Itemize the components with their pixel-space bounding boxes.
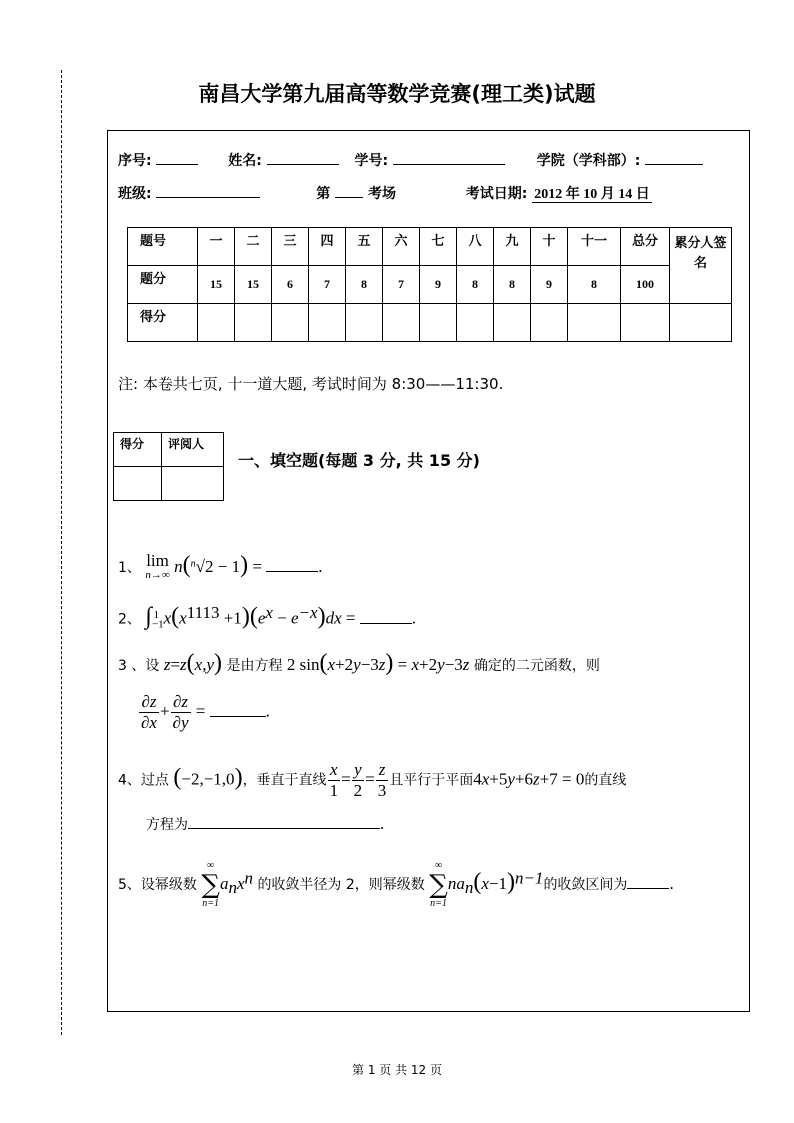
q3-suffix: 确定的二元函数，则: [473, 658, 600, 674]
question-number-total: 总分: [621, 228, 670, 266]
points-cell: 8: [568, 266, 621, 304]
score-input-cell[interactable]: [235, 304, 272, 342]
date-value: 2012 年 10 月 14 日: [534, 187, 650, 202]
table-row: [114, 467, 224, 501]
room-suffix: 考场: [367, 186, 396, 202]
header-row-1: [118, 150, 703, 170]
college-label: 学院（学科部）:: [536, 153, 641, 169]
section-heading: 一、填空题(每题 3 分, 共 15 分): [238, 451, 480, 470]
question-number: 七: [420, 228, 457, 266]
score-input-cell-total[interactable]: [621, 304, 670, 342]
grader-reviewer-label: 评阅人: [162, 433, 224, 467]
header-row-2: [118, 183, 652, 203]
q3-answer-blank[interactable]: [210, 702, 266, 717]
exam-title: 南昌大学第九届高等数学竞赛(理工类)试题: [198, 82, 596, 106]
class-label: 班级:: [118, 186, 152, 202]
score-input-cell[interactable]: [198, 304, 235, 342]
id-blank[interactable]: [393, 150, 505, 165]
q4-prefix: 4、过点: [118, 772, 169, 789]
points-cell: 6: [272, 266, 309, 304]
points-cell: 7: [383, 266, 420, 304]
id-label: 学号:: [354, 153, 389, 169]
table-row: [114, 433, 224, 467]
q1-answer-blank[interactable]: [266, 557, 318, 572]
binding-dashed-line: [61, 70, 62, 1035]
question-number: 十一: [568, 228, 621, 266]
points-cell: 8: [494, 266, 531, 304]
q1-limit: lim n→∞: [145, 551, 170, 581]
grader-table: [113, 432, 224, 501]
name-label: 姓名:: [228, 153, 262, 169]
score-input-cell[interactable]: [383, 304, 420, 342]
college-blank[interactable]: [645, 150, 703, 165]
score-input-cell[interactable]: [346, 304, 383, 342]
score-input-cell[interactable]: [309, 304, 346, 342]
q5-mid: 的收敛半径为 2，则幂级数: [257, 877, 425, 893]
question-1: 1、 lim n→∞ n($^n$√2 − 1) = .: [118, 551, 323, 581]
exam-note: 注: 本卷共七页, 十一道大题, 考试时间为 8:30——11:30.: [118, 375, 504, 393]
points-cell: 7: [309, 266, 346, 304]
q1-number: 1、: [118, 560, 141, 576]
table-row: [128, 266, 732, 304]
row-label-question: 题号: [128, 228, 198, 266]
question-5: 5、设幂级数 ∞ ∑ n=1 $a_nx^n$ 的收敛半径为 2，则幂级数 ∞ ∑ n=1 $na_n(x-1)^{n-1}$的收敛区间为 .: [118, 860, 674, 909]
points-cell: 15: [235, 266, 272, 304]
question-4-line-2: 方程为 .: [146, 814, 385, 833]
question-4: 4、过点 (−2,−1,0)，垂直于直线 $\frac{x}{1}$ = $\frac{y}{2}$ = $\frac{z}{3}$ 且平行于平面4x+5y+6z+7 = 0的直线: [118, 760, 627, 800]
signature-label: 累分人签名: [670, 228, 732, 304]
row-label-points: 题分: [128, 266, 198, 304]
q3-prefix: 3 、设: [118, 658, 160, 674]
q5-suffix: 的收敛区间为: [543, 877, 628, 893]
question-number: 五: [346, 228, 383, 266]
points-cell: 8: [346, 266, 383, 304]
q4-mid-1: ，垂直于直线: [242, 772, 327, 789]
points-cell: 9: [531, 266, 568, 304]
question-3-line-2: $\frac{\partial z}{\partial x}$ + $\frac{\partial z}{\partial y}$ = .: [141, 692, 270, 732]
q2-answer-blank[interactable]: [360, 609, 412, 624]
score-input-cell[interactable]: [457, 304, 494, 342]
room-prefix: 第: [316, 186, 331, 202]
q5-prefix: 5、设幂级数: [118, 877, 197, 893]
q4-line-2-label: 方程为: [146, 817, 188, 833]
seq-blank[interactable]: [156, 150, 198, 165]
q3-mid: 是由方程: [226, 658, 283, 674]
points-cell: 9: [420, 266, 457, 304]
question-number: 十: [531, 228, 568, 266]
score-input-cell[interactable]: [494, 304, 531, 342]
question-number: 九: [494, 228, 531, 266]
score-input-cell[interactable]: [420, 304, 457, 342]
question-number: 六: [383, 228, 420, 266]
q4-mid-2: 且平行于平面: [389, 772, 474, 789]
question-number: 八: [457, 228, 494, 266]
q4-suffix: 的直线: [584, 772, 627, 789]
score-table: [127, 227, 732, 342]
q2-number: 2、: [118, 611, 141, 628]
points-cell: 15: [198, 266, 235, 304]
class-blank[interactable]: [156, 183, 260, 198]
question-number: 二: [235, 228, 272, 266]
q4-answer-blank[interactable]: [188, 814, 380, 829]
points-cell-total: 100: [621, 266, 670, 304]
row-label-score: 得分: [128, 304, 198, 342]
page-footer: 第 1 页 共 12 页: [352, 1063, 442, 1077]
room-blank[interactable]: [335, 183, 363, 198]
score-input-cell[interactable]: [531, 304, 568, 342]
grader-reviewer-input[interactable]: [162, 467, 224, 501]
question-3: 3 、设 z=z(x,y) 是由方程 2 sin(x+2y−3z) = x+2y−3z 确定的二元函数，则: [118, 650, 600, 676]
question-number: 三: [272, 228, 309, 266]
question-2: 2、 $\int_{-1}^1$ $x(x^{1113} +1)(e^x - e^{-x})dx$ = .: [118, 603, 416, 631]
table-row: [128, 304, 732, 342]
question-number: 四: [309, 228, 346, 266]
q5-answer-blank[interactable]: [627, 874, 669, 889]
date-label: 考试日期:: [465, 186, 528, 202]
grader-score-input[interactable]: [114, 467, 162, 501]
name-blank[interactable]: [267, 150, 339, 165]
seq-label: 序号:: [118, 153, 152, 169]
grader-score-label: 得分: [114, 433, 162, 467]
score-input-cell[interactable]: [568, 304, 621, 342]
points-cell: 8: [457, 266, 494, 304]
signature-input-cell[interactable]: [670, 304, 732, 342]
table-row: [128, 228, 732, 266]
question-number: 一: [198, 228, 235, 266]
score-input-cell[interactable]: [272, 304, 309, 342]
